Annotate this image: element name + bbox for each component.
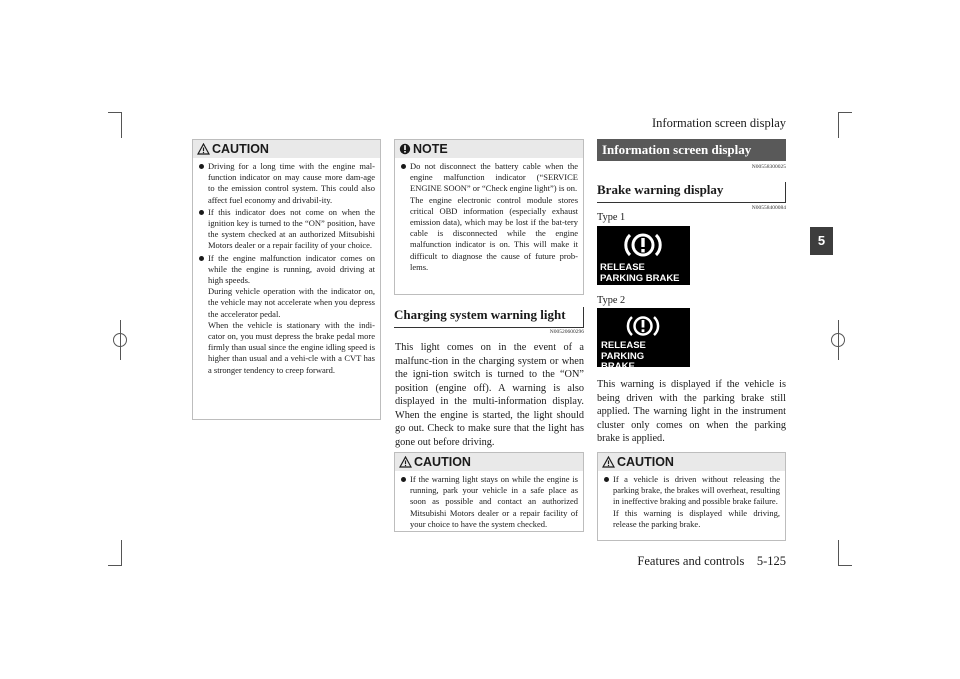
caution-body — [198, 161, 375, 377]
charging-body-text: This light comes on in the event of a malfunc-tion in the charging system or when the igni-tion switch is turned to the “ON” position (engine off). A warning is also displayed in the multi-information display. When the engine is started, the light should go out. Check to make sure that the light has gone out before driving. — [395, 342, 584, 448]
caution-header — [193, 140, 380, 158]
crop-mark — [121, 540, 122, 566]
crop-mark — [838, 112, 839, 138]
caution-header — [598, 453, 785, 471]
crop-mark — [108, 565, 122, 566]
warning-triangle-icon — [399, 456, 412, 468]
caution-title: CAUTION — [212, 142, 269, 156]
caution-item: If the warning light stays on while the engine is running, park your vehicle in a safe place as soon as possible and contact an authorized Mitsubishi Motors dealer or a repair facility of your choice to have the system checked. — [400, 474, 578, 530]
warning-triangle-icon — [602, 456, 615, 468]
brake-warning-display-type2 — [597, 308, 690, 372]
bullet-icon — [199, 164, 204, 169]
bullet-icon — [199, 256, 204, 261]
crop-mark — [108, 112, 122, 113]
caution-title: CAUTION — [414, 455, 471, 469]
brake-warning-body-text: This warning is displayed if the vehicle is being driven with the parking brake still applied. The warning light in the instrument cluster only comes on when the parking brake is applied. — [597, 379, 786, 444]
display-text: RELEASE PARKING BRAKE — [601, 340, 646, 372]
registration-line — [838, 320, 839, 360]
section-code: N00558400084 — [751, 205, 786, 211]
info-icon — [399, 143, 411, 155]
section-heading-information-screen: Information screen display — [597, 139, 786, 161]
caution-box-col1 — [192, 139, 381, 420]
caution-box-col3 — [597, 452, 786, 541]
crop-mark — [121, 112, 122, 138]
type-2-label: Type 2 — [597, 295, 626, 306]
caution-box-col2 — [394, 452, 584, 532]
section-tab: 5 — [810, 227, 833, 255]
caution-title: CAUTION — [617, 455, 674, 469]
page-header-title: Information screen display — [652, 116, 786, 130]
caution-item: If this indicator does not come on when the ignition key is turned to the “ON” position, have the system checked at an authorized Mitsubishi Motors dealer or a repair facility of your choice. — [198, 207, 375, 252]
crop-mark — [838, 540, 839, 566]
brake-warning-display-type1 — [597, 226, 690, 285]
crop-mark — [838, 565, 852, 566]
section-code: N00558300025 — [751, 164, 786, 170]
bullet-icon — [401, 477, 406, 482]
brake-warning-icon — [619, 229, 667, 261]
caution-body — [603, 474, 780, 531]
crop-mark — [838, 112, 852, 113]
bullet-icon — [604, 477, 609, 482]
brake-warning-icon — [623, 312, 663, 340]
caution-item: If the engine malfunction indicator comes on while the engine is running, avoid driving at high speeds. During vehicle operation with the indicator on, the vehicle may not accelerate when you depress the accelerator pedal. When the vehicle is stationary with the indi-cator on, you must depress the brake pedal more firmly than usual since the engine idling speed is higher than usual and a vehi-cle with a CVT has a stronger tendency to creep forward. — [198, 253, 375, 376]
caution-body — [400, 474, 578, 531]
note-title: NOTE — [413, 142, 448, 156]
note-body — [400, 161, 578, 274]
bullet-icon — [199, 210, 204, 215]
note-box — [394, 139, 584, 295]
warning-triangle-icon — [197, 143, 210, 155]
page-footer: Features and controls 5-125 — [637, 554, 786, 568]
section-code: N00520600296 — [549, 329, 584, 335]
caution-header — [395, 453, 583, 471]
caution-item: Driving for a long time with the engine mal-function indicator on may cause more dam-age to the emission control system. This could also affect fuel economy and drivabil-ity. — [198, 161, 375, 206]
section-heading-brake-warning: Brake warning display — [597, 182, 786, 203]
display-text: RELEASE PARKING BRAKE — [600, 262, 680, 284]
note-item: Do not disconnect the battery cable when the engine malfunction indicator (“SERVICE ENGINE SOON” or “Check engine light”) is on. The engine electronic control module stores critical OBD information (especially exhaust emission data), which may be lost if the bat-tery cable is disconnected while the engine malfunction indicator is on. This will make it difficult to diagnose the cause of future prob-lems. — [400, 161, 578, 273]
bullet-icon — [401, 164, 406, 169]
note-header — [395, 140, 583, 158]
registration-line — [120, 320, 121, 360]
type-1-label: Type 1 — [597, 212, 626, 223]
caution-item: If a vehicle is driven without releasing the parking brake, the brakes will overheat, resulting in ineffective braking and possible brake failure. If this warning is displayed while driving, release the parking brake. — [603, 474, 780, 530]
section-heading-charging: Charging system warning light — [394, 307, 584, 328]
